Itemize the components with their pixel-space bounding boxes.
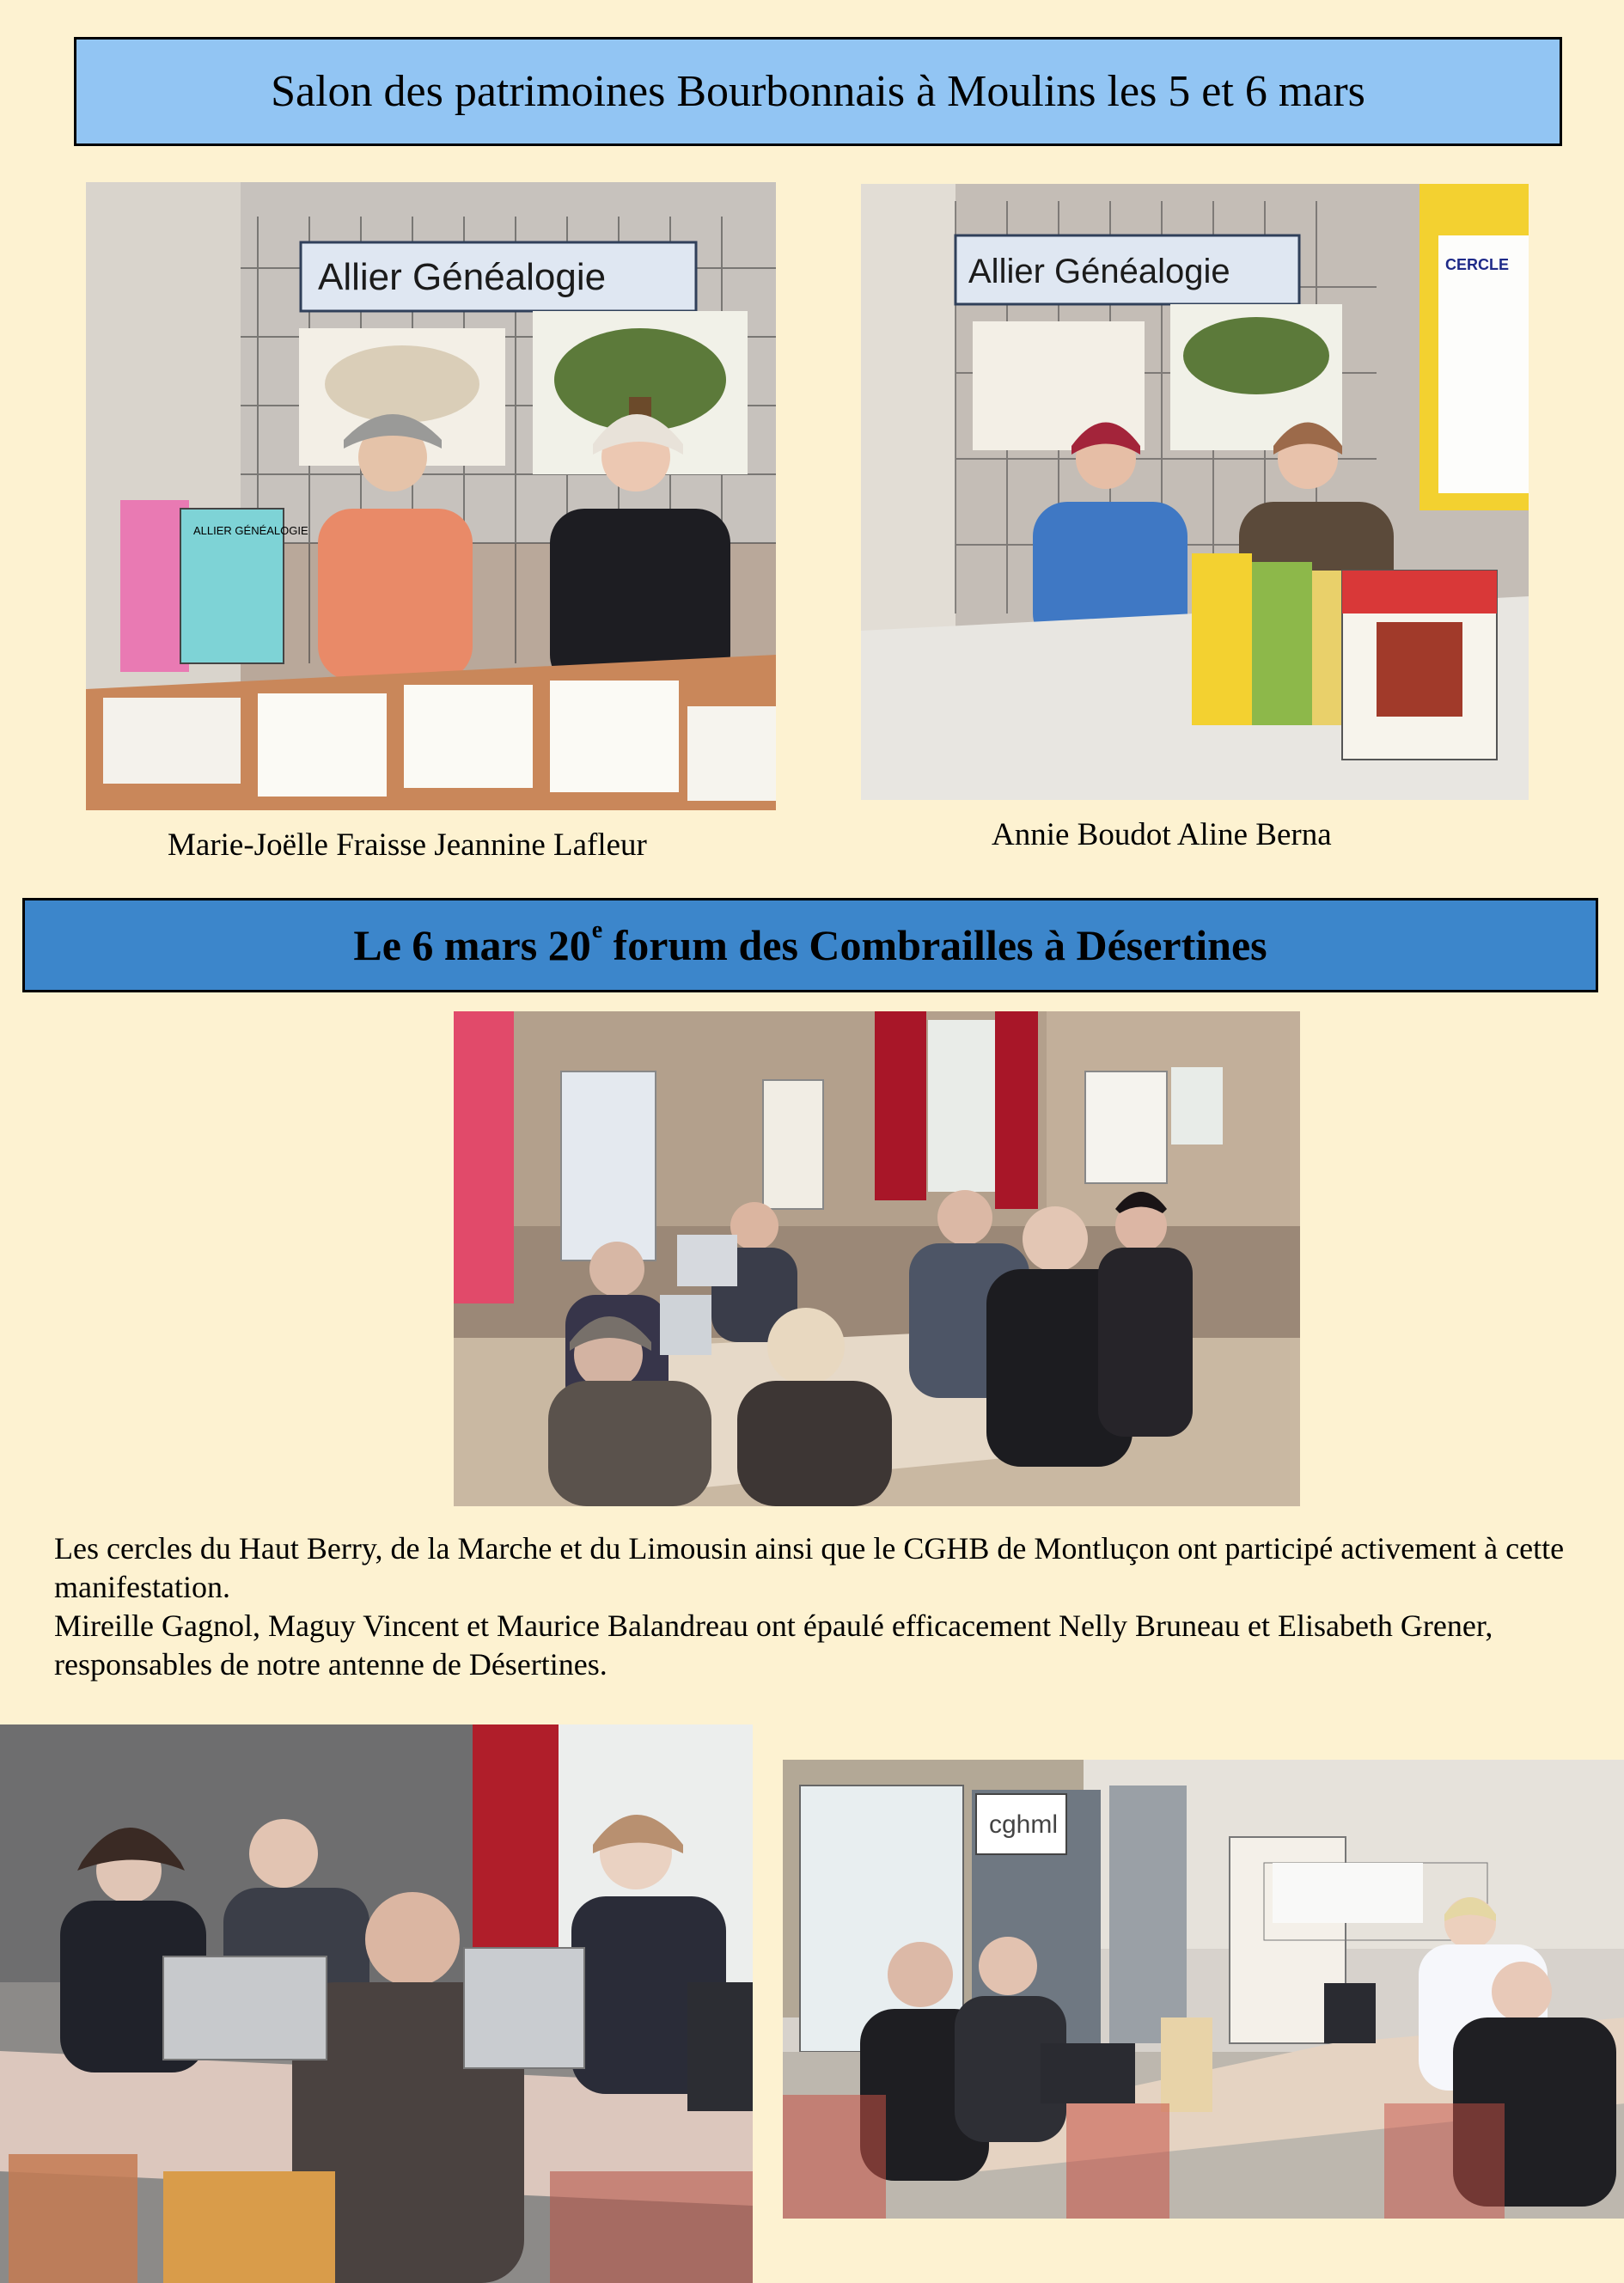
section-1-title-banner bbox=[74, 37, 1562, 146]
photo-2-caption: Annie Boudot Aline Berna bbox=[992, 817, 1332, 852]
photo-1-caption: Marie-Joëlle Fraisse Jeannine Lafleur bbox=[168, 827, 647, 863]
stand-banner-text-2: Allier Généalogie bbox=[968, 253, 1230, 290]
section-2-title-banner bbox=[22, 898, 1598, 992]
photo-stand-boudot-berna bbox=[861, 184, 1529, 800]
forum-paragraph-2: Mireille Gagnol, Maguy Vincent et Maurice Balandreau ont épaulé efficacement Nelly Bruneau et Elisabeth Grener, responsables de notre antenne de Désertines. bbox=[54, 1608, 1493, 1682]
poster-label-text: ALLIER GÉNÉALOGIE bbox=[193, 524, 308, 537]
photo-forum-hall bbox=[454, 1011, 1300, 1506]
forum-description bbox=[54, 1529, 1592, 1684]
photo-panels-and-table bbox=[783, 1760, 1624, 2219]
section-2-title: Le 6 mars 20e forum des Combrailles à Désertines bbox=[353, 917, 1267, 969]
sign-label-text: CERCLE bbox=[1445, 256, 1510, 273]
stand-banner-text: Allier Généalogie bbox=[318, 256, 607, 298]
photo-stand-fraisse-lafleur bbox=[86, 182, 776, 810]
photo-participants-laptops bbox=[0, 1724, 753, 2283]
cghml-logo-text: cghml bbox=[989, 1810, 1059, 1839]
section-1-title: Salon des patrimoines Bourbonnais à Moulins les 5 et 6 mars bbox=[271, 67, 1365, 116]
forum-paragraph-1: Les cercles du Haut Berry, de la Marche et du Limousin ainsi que le CGHB de Montluçon ont participé activement à cette manifestation. bbox=[54, 1531, 1565, 1604]
